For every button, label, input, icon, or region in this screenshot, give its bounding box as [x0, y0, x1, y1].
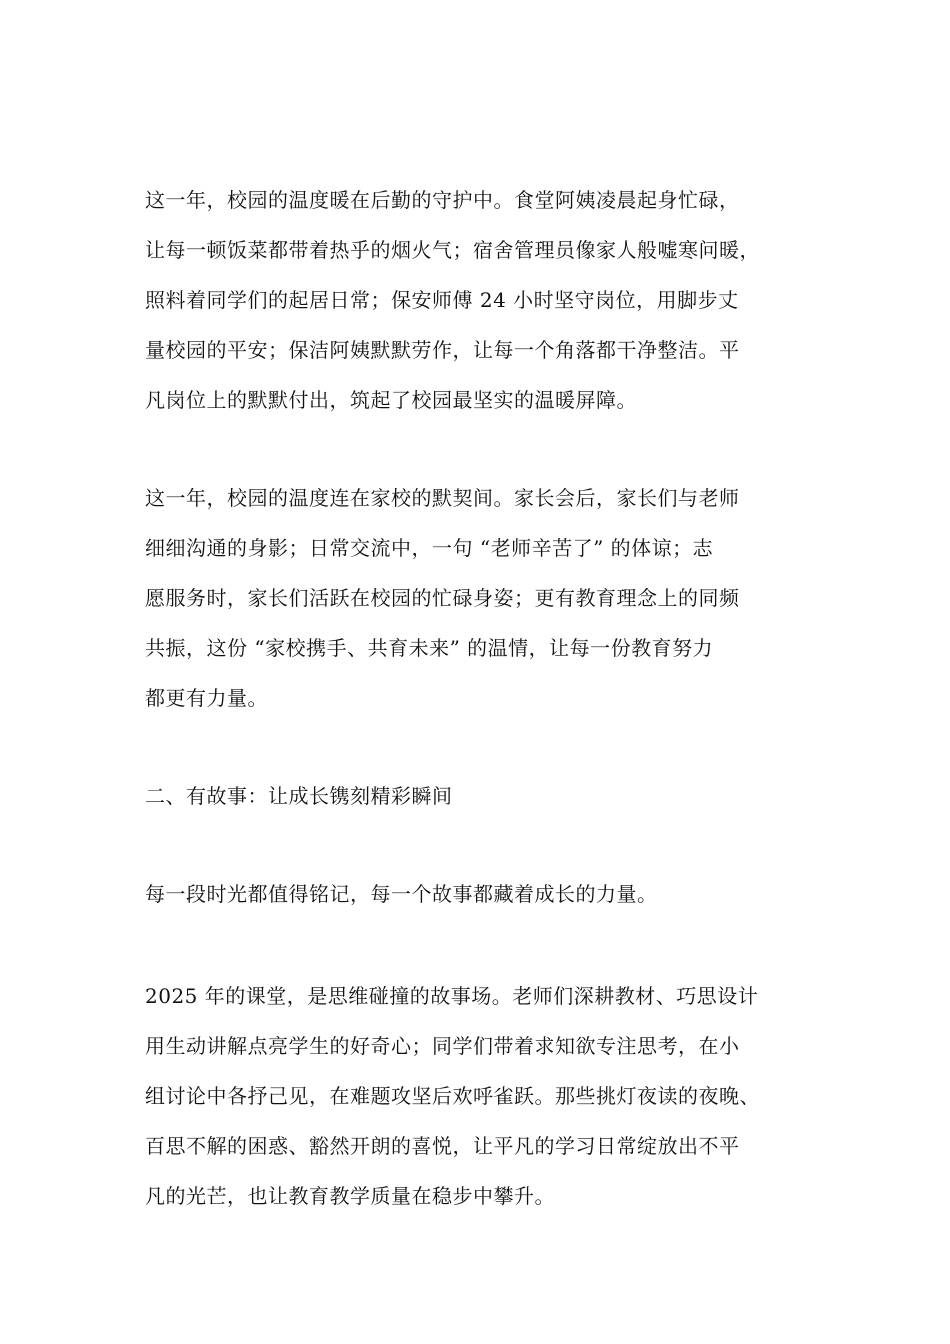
text-line: 百思不解的困惑、豁然开朗的喜悦，让平凡的学习日常绽放出不平	[145, 1134, 740, 1158]
text-line: 都更有力量。	[145, 686, 268, 710]
text-line: 量校园的平安；保洁阿姨默默劳作，让每一个角落都干净整洁。平	[145, 338, 740, 362]
text-line: 凡岗位上的默默付出，筑起了校园最坚实的温暖屏障。	[145, 388, 637, 412]
text-line: 愿服务时，家长们活跃在校园的忙碌身姿；更有教育理念上的同频	[145, 586, 740, 610]
text-line: 每一段时光都值得铭记，每一个故事都藏着成长的力量。	[145, 882, 658, 906]
text-line: 组讨论中各抒己见，在难题攻坚后欢呼雀跃。那些挑灯夜读的夜晚、	[145, 1084, 760, 1108]
text-line: 2025 年的课堂，是思维碰撞的故事场。老师们深耕教材、巧思设计	[145, 984, 759, 1008]
text-line: 用生动讲解点亮学生的好奇心；同学们带着求知欲专注思考，在小	[145, 1034, 740, 1058]
text-line: 这一年，校园的温度暖在后勤的守护中。食堂阿姨凌晨起身忙碌，	[145, 188, 740, 212]
text-line: 细细沟通的身影；日常交流中，一句 “老师辛苦了” 的体谅；志	[145, 536, 714, 560]
text-line: 照料着同学们的起居日常；保安师傅 24 小时坚守岗位，用脚步丈	[145, 288, 739, 312]
text-line: 凡的光芒，也让教育教学质量在稳步中攀升。	[145, 1184, 555, 1208]
heading-text: 二、有故事：让成长镌刻精彩瞬间	[145, 784, 453, 808]
text-line: 让每一顿饭菜都带着热乎的烟火气；宿舍管理员像家人般嘘寒问暖，	[145, 238, 760, 262]
text-line: 共振，这份 “家校携手、共育未来” 的温情，让每一份教育努力	[145, 636, 714, 660]
text-line: 这一年，校园的温度连在家校的默契间。家长会后，家长们与老师	[145, 486, 740, 510]
